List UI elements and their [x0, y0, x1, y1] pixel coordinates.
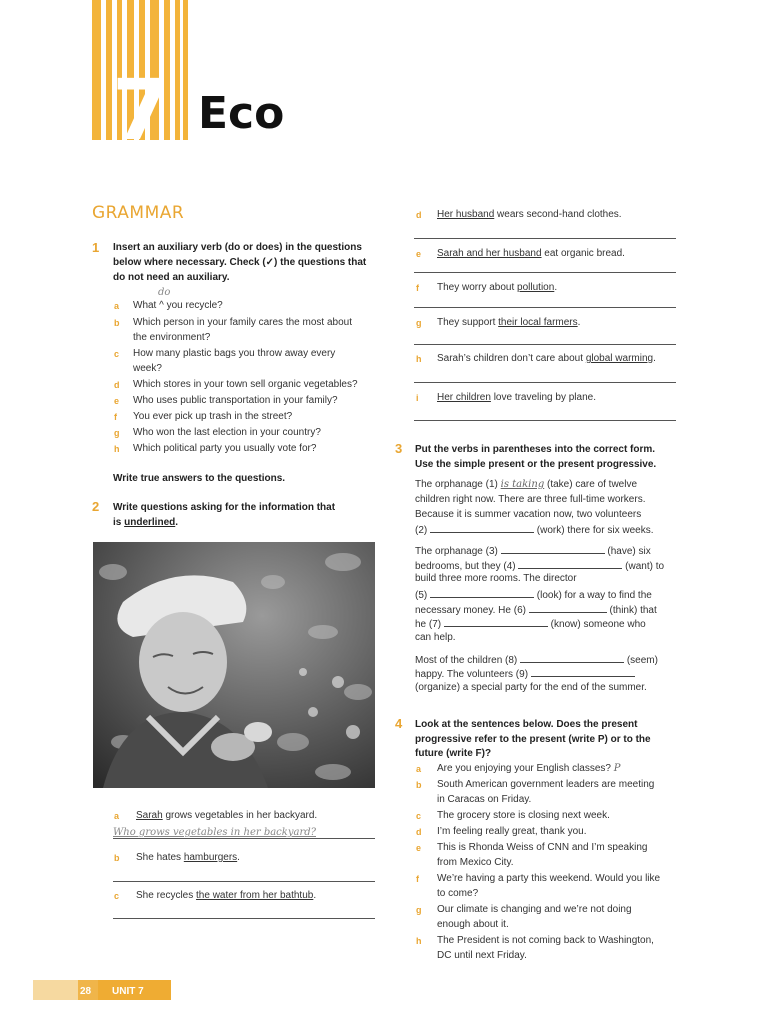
answer-line	[113, 838, 375, 839]
exercise-4-instruction-3: future (write F)?	[415, 748, 492, 759]
ex4-answer-a: P	[613, 763, 621, 774]
item-letter: b	[114, 318, 120, 328]
item-letter: i	[416, 393, 419, 403]
item-letter: f	[114, 412, 117, 422]
blank-7[interactable]	[444, 616, 548, 627]
exercise-3-instruction-1: Put the verbs in parentheses into the correct form.	[415, 444, 656, 455]
ex3-paragraph-2-line-4: (5) (look) for a way to find the	[415, 587, 652, 604]
ex1-item-a: What ^ you recycle?	[133, 300, 223, 311]
page-number: 28	[80, 986, 92, 997]
item-letter: g	[416, 905, 422, 915]
item-letter: h	[114, 444, 120, 454]
ex1-item-c: How many plastic bags you throw away every	[133, 348, 336, 359]
ex2-answer-a: Who grows vegetables in her backyard?	[113, 827, 316, 838]
blank-3[interactable]	[501, 543, 605, 554]
exercise-1-instruction-2: below where necessary. Check (✓) the questions that	[113, 257, 367, 268]
ex4-item-a: Are you enjoying your English classes? P	[437, 763, 621, 774]
ex3-paragraph-2-line-3: build three more rooms. The director	[415, 573, 577, 584]
ex1-item-b-cont: the environment?	[133, 332, 211, 343]
blank-4[interactable]	[518, 558, 622, 569]
exercise-2-instruction-2: is underlined.	[113, 517, 179, 528]
item-letter: f	[416, 874, 419, 884]
ex1-item-e: Who uses public transportation in your family?	[133, 395, 338, 406]
item-letter: a	[416, 764, 422, 774]
ex3-paragraph-1-line-2: children right now. There are three full-time workers.	[415, 494, 646, 505]
ex4-item-d: I’m feeling really great, thank you.	[437, 826, 587, 837]
ex3-paragraph-1-line-4: (2) (work) there for six weeks.	[415, 522, 653, 539]
ex4-item-b-cont: in Caracas on Friday.	[437, 794, 532, 805]
item-letter: g	[114, 428, 120, 438]
blank-2[interactable]	[430, 522, 534, 533]
ex4-item-b: South American government leaders are meeting	[437, 779, 655, 790]
gardener-photo	[93, 542, 375, 788]
item-letter: c	[114, 891, 120, 901]
ex4-item-f: We’re having a party this weekend. Would you like	[437, 873, 661, 884]
answer-line	[414, 238, 676, 239]
item-letter: a	[114, 811, 120, 821]
exercise-4-instruction-2: progressive refer to the present (write P) or to the	[415, 734, 651, 745]
exercise-3-number: 3	[395, 441, 403, 456]
exercise-4-number: 4	[395, 716, 403, 731]
ex3-paragraph-2-line-1: The orphanage (3) (have) six	[415, 543, 651, 560]
ex1-item-d: Which stores in your town sell organic vegetables?	[133, 379, 358, 390]
answer-line	[113, 918, 375, 919]
answer-line	[414, 307, 676, 308]
ex2-item-h: Sarah’s children don’t care about global warming.	[437, 353, 656, 364]
ex3-paragraph-2-line-5: necessary money. He (6) (think) that	[415, 602, 657, 619]
ex4-item-f-cont: to come?	[437, 888, 479, 899]
ex1-item-h: Which political party you usually vote for?	[133, 443, 317, 454]
answer-line	[414, 344, 676, 345]
section-heading: GRAMMAR	[92, 203, 185, 223]
item-letter: e	[114, 396, 120, 406]
ex2-item-c: She recycles the water from her bathtub.	[136, 890, 317, 901]
blank-9[interactable]	[531, 666, 635, 677]
unit-title: Eco	[198, 88, 285, 139]
ex3-paragraph-1-line-1: The orphanage (1) is taking (take) care of twelve	[415, 479, 638, 490]
ex4-item-e: This is Rhonda Weiss of CNN and I’m speaking	[437, 842, 648, 853]
ex3-paragraph-2-line-2: bedrooms, but they (4) (want) to	[415, 558, 664, 575]
item-letter: c	[114, 349, 120, 359]
ex3-paragraph-2-line-6: he (7) (know) someone who	[415, 616, 646, 633]
answer-line	[414, 272, 676, 273]
item-letter: a	[114, 301, 120, 311]
exercise-1-instruction-1: Insert an auxiliary verb (do or does) in the questions	[113, 242, 362, 253]
exercise-3-instruction-2: Use the simple present or the present progressive.	[415, 459, 657, 470]
exercise-1-followup: Write true answers to the questions.	[113, 473, 286, 484]
exercise-1-number: 1	[92, 240, 100, 255]
ex1-item-c-cont: week?	[133, 363, 162, 374]
ex3-paragraph-3-line-3: (organize) a special party for the end of the summer.	[415, 682, 647, 693]
blank-6[interactable]	[529, 602, 607, 613]
ex2-item-i: Her children love traveling by plane.	[437, 392, 596, 403]
ex3-paragraph-3-line-1: Most of the children (8) (seem)	[415, 652, 658, 669]
unit-number: 7	[112, 61, 171, 159]
ex3-paragraph-1-line-3: Because it is summer vacation now, two volunteers	[415, 509, 642, 520]
answer-line	[414, 382, 676, 383]
item-letter: b	[114, 853, 120, 863]
exercise-2-instruction-1: Write questions asking for the information that	[113, 502, 336, 513]
answer-line	[414, 420, 676, 421]
ex2-item-b: She hates hamburgers.	[136, 852, 240, 863]
handwritten-example: do	[158, 287, 171, 298]
ex4-item-h-cont: DC until next Friday.	[437, 950, 527, 961]
ex2-item-a: Sarah grows vegetables in her backyard.	[136, 810, 318, 821]
ex2-item-f: They worry about pollution.	[437, 282, 558, 293]
blank-8[interactable]	[520, 652, 624, 663]
ex1-item-g: Who won the last election in your country?	[133, 427, 321, 438]
exercise-1-instruction-3: do not need an auxiliary.	[113, 272, 230, 283]
ex2-item-d: Her husband wears second-hand clothes.	[437, 209, 622, 220]
ex3-paragraph-2-line-7: can help.	[415, 632, 456, 643]
ex1-item-b: Which person in your family cares the most about	[133, 317, 352, 328]
ex4-item-e-cont: from Mexico City.	[437, 857, 514, 868]
footer-unit-label: UNIT 7	[112, 986, 144, 997]
blank-5[interactable]	[430, 587, 534, 598]
item-letter: d	[114, 380, 120, 390]
ex1-item-f: You ever pick up trash in the street?	[133, 411, 293, 422]
ex4-item-c: The grocery store is closing next week.	[437, 810, 610, 821]
item-letter: h	[416, 936, 422, 946]
item-letter: e	[416, 843, 422, 853]
item-letter: f	[416, 283, 419, 293]
ex4-item-h: The President is not coming back to Washington,	[437, 935, 654, 946]
item-letter: d	[416, 827, 422, 837]
item-letter: e	[416, 249, 422, 259]
item-letter: d	[416, 210, 422, 220]
ex2-item-e: Sarah and her husband eat organic bread.	[437, 248, 625, 259]
item-letter: h	[416, 354, 422, 364]
item-letter: c	[416, 811, 422, 821]
ex4-item-g: Our climate is changing and we’re not doing	[437, 904, 632, 915]
item-letter: g	[416, 318, 422, 328]
exercise-4-instruction-1: Look at the sentences below. Does the present	[415, 719, 638, 730]
ex4-item-g-cont: enough about it.	[437, 919, 509, 930]
ex3-paragraph-3-line-2: happy. The volunteers (9)	[415, 666, 635, 683]
item-letter: b	[416, 780, 422, 790]
answer-line	[113, 881, 375, 882]
exercise-2-number: 2	[92, 499, 100, 514]
ex2-item-g: They support their local farmers.	[437, 317, 581, 328]
